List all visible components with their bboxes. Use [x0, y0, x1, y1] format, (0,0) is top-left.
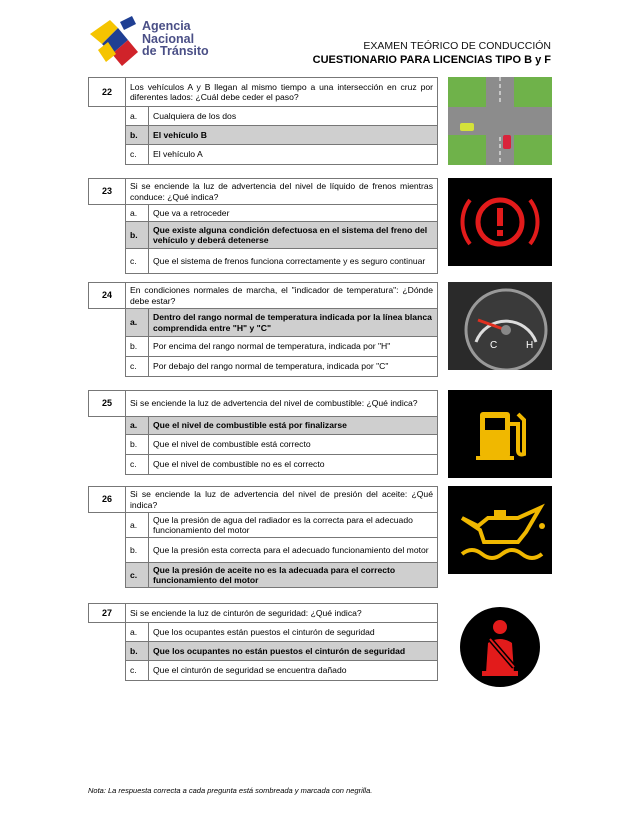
option-text: Por debajo del rango normal de temperatura, indicada por "C"	[149, 357, 438, 377]
question-text: En condiciones normales de marcha, el "indicador de temperatura": ¿Dónde debe estar?	[126, 283, 438, 309]
question-number: 22	[89, 78, 126, 107]
question-table	[88, 282, 438, 377]
question-text: Los vehículos A y B llegan al mismo tiempo a una intersección en cruz por diferentes lados: ¿Cuál debe ceder el paso?	[126, 78, 438, 107]
oil-pressure-icon	[448, 486, 552, 574]
question-block-26	[88, 486, 552, 588]
option-text: Que el sistema de frenos funciona correctamente y es seguro continuar	[149, 249, 438, 274]
option-letter: a.	[126, 513, 149, 538]
question-block-24	[88, 282, 552, 377]
option-letter: b.	[126, 642, 149, 661]
question-number: 23	[89, 179, 126, 205]
footer-note: Nota: La respuesta correcta a cada pregunta está sombreada y marcada con negrilla.	[88, 786, 373, 795]
agency-name-line: de Tránsito	[142, 44, 209, 58]
option-text: El vehículo A	[149, 145, 438, 165]
option-letter: a.	[126, 205, 149, 222]
question-table	[88, 390, 438, 475]
option-letter: a.	[126, 417, 149, 435]
option-letter: b.	[126, 538, 149, 563]
option-text: Que el nivel de combustible está correcto	[149, 435, 438, 455]
option-text-correct: Que la presión de aceite no es la adecuada para el correcto funcionamiento del motor	[149, 563, 438, 588]
option-text: Que el nivel de combustible no es el correcto	[149, 455, 438, 475]
option-letter: c.	[126, 145, 149, 165]
question-number: 25	[89, 391, 126, 417]
option-letter: b.	[126, 435, 149, 455]
option-text-correct: El vehículo B	[149, 126, 438, 145]
question-number: 24	[89, 283, 126, 309]
option-text: Que va a retroceder	[149, 205, 438, 222]
option-letter: c.	[126, 249, 149, 274]
option-letter: b.	[126, 337, 149, 357]
question-number: 26	[89, 487, 126, 513]
agency-name	[142, 20, 209, 58]
option-text-correct: Que el nivel de combustible está por finalizarse	[149, 417, 438, 435]
question-block-27	[88, 603, 552, 681]
exam-subtitle: CUESTIONARIO PARA LICENCIAS TIPO B y F	[312, 54, 551, 66]
question-block-22	[88, 77, 552, 165]
option-text: Que la presión esta correcta para el adecuado funcionamiento del motor	[149, 538, 438, 563]
question-text: Si se enciende la luz de advertencia del nivel de presión del aceite: ¿Qué indica?	[126, 487, 438, 513]
option-letter: c.	[126, 357, 149, 377]
exam-title: EXAMEN TEÓRICO DE CONDUCCIÓN	[363, 40, 551, 52]
question-block-23	[88, 178, 552, 274]
question-text: Si se enciende la luz de advertencia del nivel de líquido de frenos mientras conduce: ¿Qué indica?	[126, 179, 438, 205]
option-letter: a.	[126, 107, 149, 126]
option-text: Que la presión de agua del radiador es la correcta para el adecuado funcionamiento del motor	[149, 513, 438, 538]
option-letter: c.	[126, 661, 149, 681]
option-text-correct: Que los ocupantes no están puestos el cinturón de seguridad	[149, 642, 438, 661]
fuel-warning-icon	[448, 390, 552, 478]
option-text-correct: Dentro del rango normal de temperatura indicada por la línea blanca comprendida entre "H" y "C"	[149, 309, 438, 337]
question-text: Si se enciende la luz de advertencia del nivel de combustible: ¿Qué indica?	[126, 391, 438, 417]
option-text-correct: Que existe alguna condición defectuosa en el sistema del freno del vehículo y deberá detenerse	[149, 222, 438, 249]
agency-name-line: Nacional	[142, 31, 195, 46]
question-block-25	[88, 390, 552, 475]
question-table	[88, 77, 438, 165]
option-text: Que el cinturón de seguridad se encuentra dañado	[149, 661, 438, 681]
option-letter: a.	[126, 309, 149, 337]
intersection-illustration-icon	[448, 77, 552, 165]
option-letter: c.	[126, 563, 149, 588]
seatbelt-warning-icon	[448, 603, 552, 691]
agency-name-line: Agencia	[142, 19, 191, 33]
question-number: 27	[89, 604, 126, 623]
option-text: Cualquiera de los dos	[149, 107, 438, 126]
question-table	[88, 178, 438, 274]
question-table	[88, 486, 438, 588]
temperature-gauge-photo-icon	[448, 282, 552, 370]
question-table	[88, 603, 438, 681]
question-text: Si se enciende la luz de cinturón de seguridad: ¿Qué indica?	[126, 604, 438, 623]
option-letter: c.	[126, 455, 149, 475]
brake-warning-icon	[448, 178, 552, 266]
svg-text:H: H	[526, 340, 534, 351]
option-letter: b.	[126, 222, 149, 249]
option-letter: a.	[126, 623, 149, 642]
svg-text:C: C	[490, 340, 498, 351]
option-letter: b.	[126, 126, 149, 145]
option-text: Por encima del rango normal de temperatura, indicada por "H"	[149, 337, 438, 357]
option-text: Que los ocupantes están puestos el cinturón de seguridad	[149, 623, 438, 642]
